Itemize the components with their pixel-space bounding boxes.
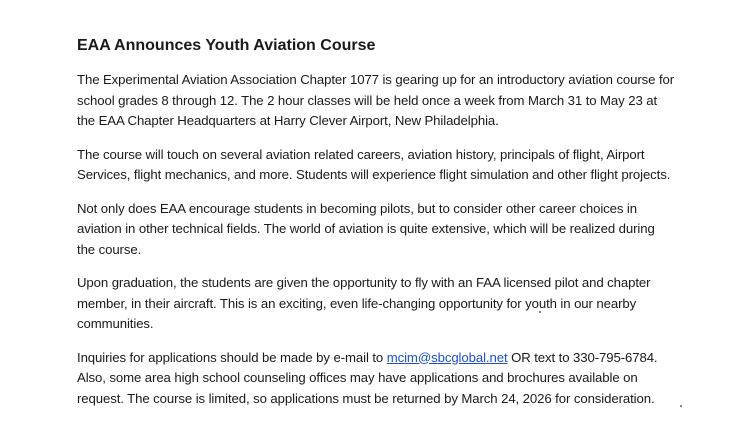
paragraph-line: the EAA Chapter Headquarters at Harry Clever Airport, New Philadelphia.	[77, 113, 499, 128]
paragraph-graduation	[77, 273, 737, 335]
document-page	[77, 36, 737, 422]
paragraph-line: The Experimental Aviation Association Chapter 1077 is gearing up for an introductory aviation course for	[77, 72, 675, 87]
paragraph-topics	[77, 145, 737, 186]
document-title: EAA Announces Youth Aviation Course	[77, 37, 376, 54]
paragraph-intro	[77, 70, 737, 132]
paragraph-line: communities.	[77, 316, 154, 331]
paragraph-line: the course.	[77, 241, 142, 257]
paragraph-line: Not only does EAA encourage students in becoming pilots, but to consider other career choices in	[77, 200, 637, 216]
scan-speck	[539, 311, 541, 313]
paragraph-inquiries	[77, 348, 737, 410]
scan-speck	[680, 405, 682, 407]
inquiry-text-after-email: OR text to 330-795-6784.	[507, 349, 658, 365]
paragraph-line: Upon graduation, the students are given the opportunity to fly with an FAA licensed pilot and chapter	[77, 275, 651, 290]
paragraph-line: member, in their aircraft. This is an exciting, even life-changing opportunity for youth in our nearby	[77, 295, 637, 311]
email-link[interactable]: mcim@sbcglobal.net	[386, 349, 508, 365]
paragraph-line	[77, 348, 737, 369]
paragraph-line: Also, some area high school counseling offices may have applications and brochures available on	[77, 370, 638, 385]
paragraph-line: The course will touch on several aviation related careers, aviation history, principals of flight, Airport	[77, 146, 645, 162]
paragraph-line: Services, flight mechanics, and more. Students will experience flight simulation and other flight projects.	[77, 167, 671, 182]
inquiry-text-before-email: Inquiries for applications should be made by e-mail to	[77, 349, 387, 365]
paragraph-careers	[77, 199, 737, 261]
paragraph-line: school grades 8 through 12. The 2 hour classes will be held once a week from March 31 to May 23 at	[77, 92, 658, 108]
paragraph-line: request. The course is limited, so applications must be returned by March 24, 2026 for consideration.	[77, 390, 655, 406]
paragraph-line: aviation in other technical fields. The world of aviation is quite extensive, which will be realized during	[77, 221, 655, 236]
